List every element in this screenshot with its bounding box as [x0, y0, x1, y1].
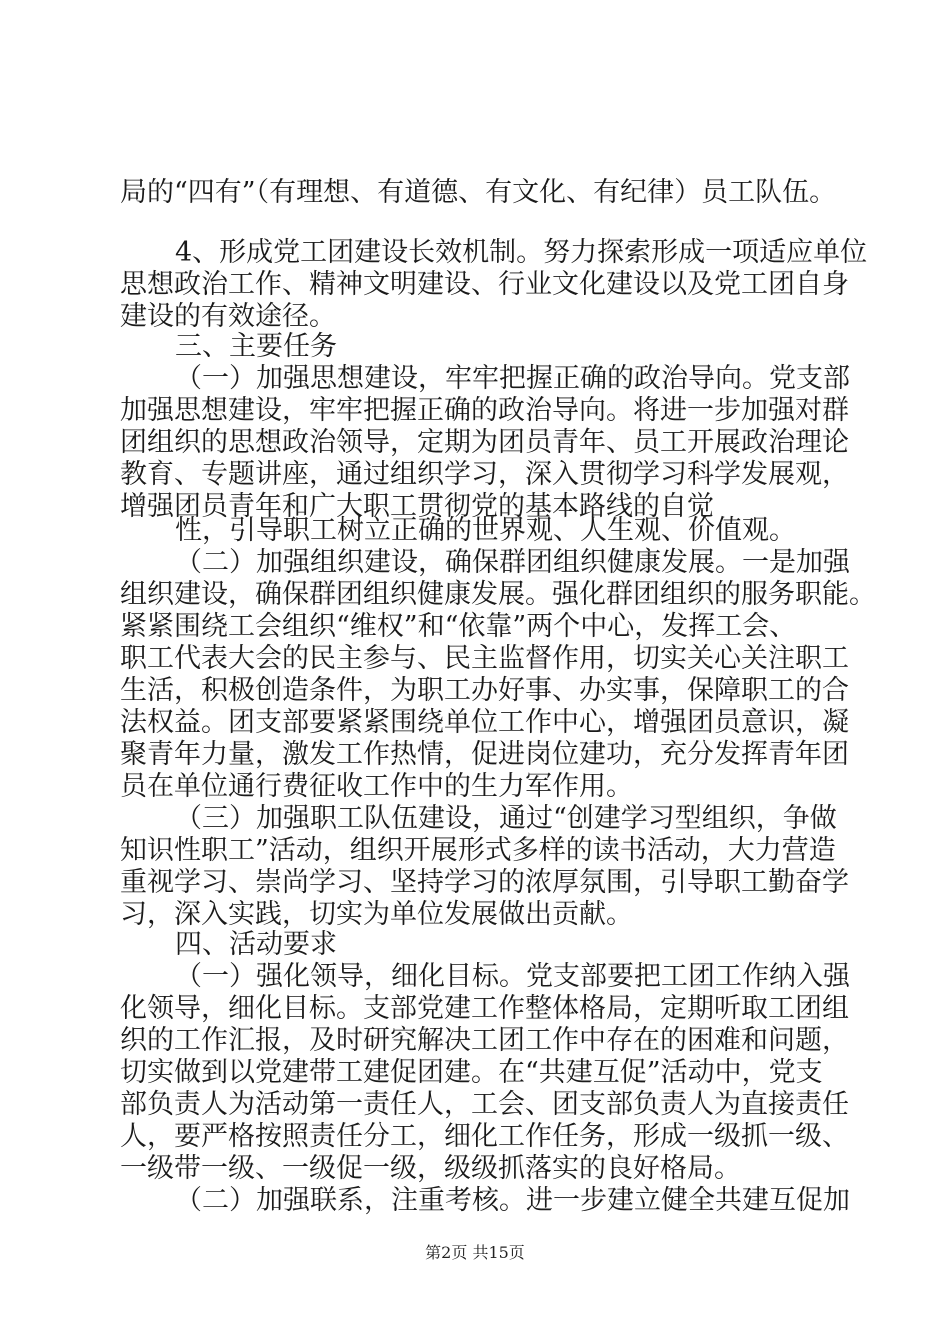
page-number: 第2页 共15页 — [425, 1243, 525, 1262]
text-line: 生活，积极创造条件，为职工办好事、办实事，保障职工的合 — [120, 675, 849, 706]
text-line: 加强思想建设，牢牢把握正确的政治导向。将进一步加强对群 — [120, 395, 849, 426]
text-line: （二）加强联系，注重考核。进一步建立健全共建互促加 — [175, 1185, 850, 1216]
text-line: 员在单位通行费征收工作中的生力军作用。 — [120, 771, 633, 802]
text-line: 习，深入实践，切实为单位发展做出贡献。 — [120, 899, 633, 930]
text-line: 人，要严格按照责任分工，细化工作任务，形成一级抓一级、 — [120, 1121, 849, 1152]
text-line: 局的“四有”（有理想、有道德、有文化、有纪律）员工队伍。 — [120, 177, 837, 208]
section-heading: 四、活动要求 — [175, 929, 337, 960]
text-line: 一级带一级、一级促一级，级级抓落实的良好格局。 — [120, 1153, 741, 1184]
text-line: 建设的有效途径。 — [120, 301, 336, 332]
text-line: 重视学习、崇尚学习、坚持学习的浓厚氛围，引导职工勤奋学 — [120, 867, 849, 898]
text-line: 织的工作汇报，及时研究解决工团工作中存在的困难和问题， — [120, 1025, 849, 1056]
text-line: 化领导，细化目标。支部党建工作整体格局，定期听取工团组 — [120, 993, 849, 1024]
text-line: 紧紧围绕工会组织“维权”和“依靠”两个中心，发挥工会、 — [120, 611, 797, 642]
text-line: 4、形成党工团建设长效机制。努力探索形成一项适应单位 — [175, 237, 868, 268]
text-line: 教育、专题讲座，通过组织学习，深入贯彻学习科学发展观， — [120, 459, 849, 490]
text-line: 部负责人为活动第一责任人，工会、团支部负责人为直接责任 — [120, 1089, 849, 1120]
text-line: 组织建设，确保群团组织健康发展。强化群团组织的服务职能。 — [120, 579, 876, 610]
text-line: 切实做到以党建带工建促团建。在“共建互促”活动中，党支 — [120, 1057, 823, 1088]
text-line: 聚青年力量，激发工作热情，促进岗位建功，充分发挥青年团 — [120, 739, 849, 770]
text-line: （一）强化领导，细化目标。党支部要把工团工作纳入强 — [175, 961, 850, 992]
text-line: 职工代表大会的民主参与、民主监督作用，切实关心关注职工 — [120, 643, 849, 674]
text-line: （三）加强职工队伍建设，通过“创建学习型组织，争做 — [175, 803, 837, 834]
text-line: 团组织的思想政治领导，定期为团员青年、员工开展政治理论 — [120, 427, 849, 458]
text-line: （一）加强思想建设，牢牢把握正确的政治导向。党支部 — [175, 363, 850, 394]
text-line: 知识性职工”活动，组织开展形式多样的读书活动，大力营造 — [120, 835, 836, 866]
text-line: 性，引导职工树立正确的世界观、人生观、价值观。 — [175, 515, 796, 546]
text-line: 法权益。团支部要紧紧围绕单位工作中心，增强团员意识，凝 — [120, 707, 849, 738]
text-line: （二）加强组织建设，确保群团组织健康发展。一是加强 — [175, 547, 850, 578]
section-heading: 三、主要任务 — [175, 331, 337, 362]
text-line: 思想政治工作、精神文明建设、行业文化建设以及党工团自身 — [120, 269, 849, 300]
text-line: 增强团员青年和广大职工贯彻党的基本路线的自觉 — [120, 491, 714, 522]
